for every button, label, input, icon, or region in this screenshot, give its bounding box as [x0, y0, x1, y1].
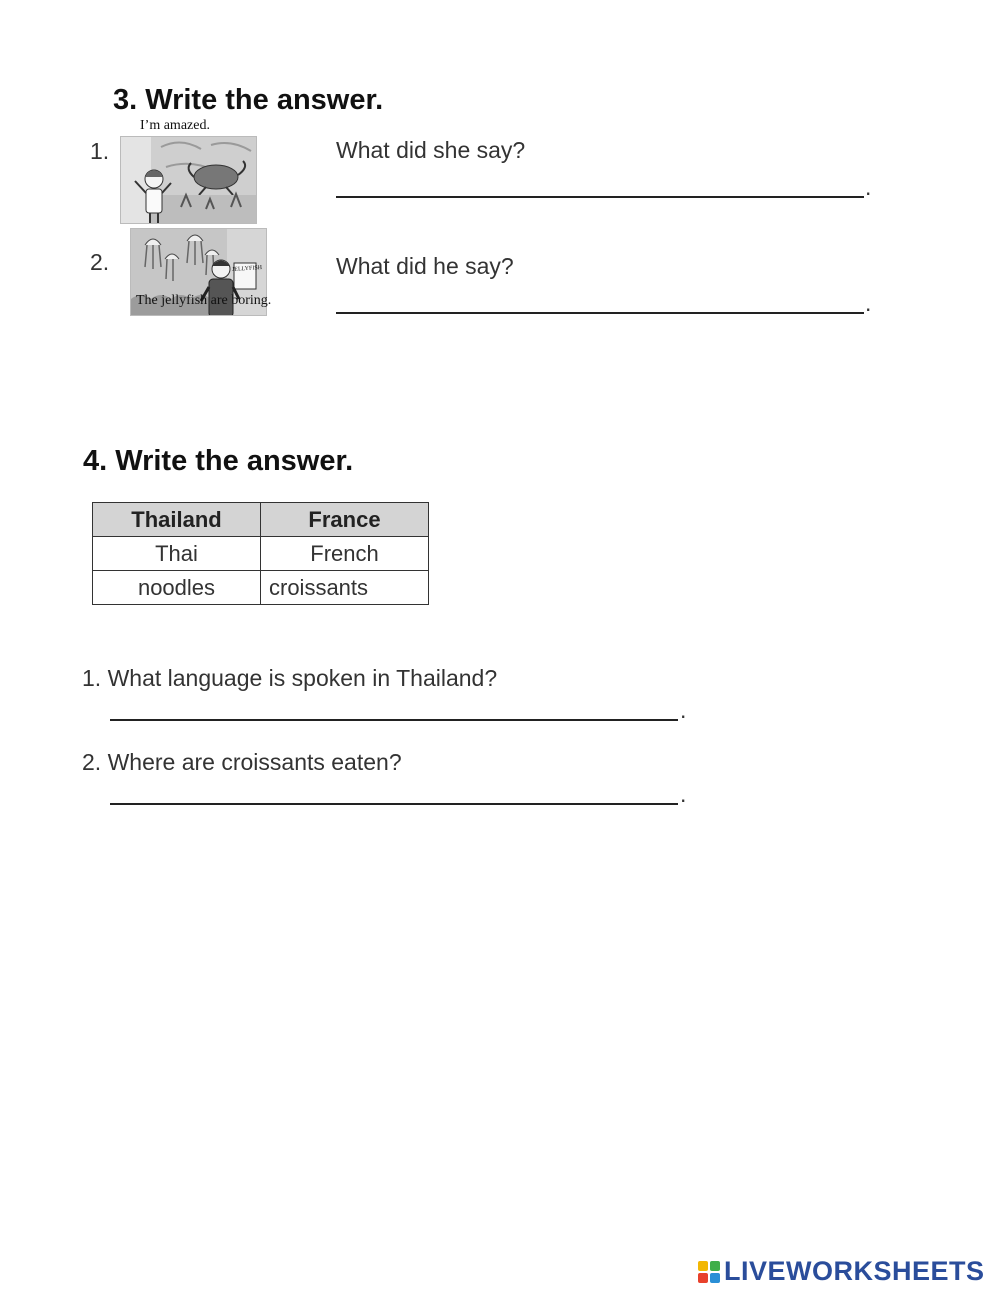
- question-1-answer-line: [110, 693, 678, 721]
- table-cell: French: [261, 537, 429, 571]
- question-1-text: 1. What language is spoken in Thailand?: [82, 665, 498, 691]
- item-1-answer-line: [336, 170, 864, 198]
- item-2-caption: The jellyfish are boring.: [136, 293, 272, 308]
- table-row: [93, 537, 429, 571]
- table-cell: Thai: [93, 537, 261, 571]
- table-header-row: [93, 503, 429, 537]
- aquarium-girl-turtle-image: [120, 136, 257, 224]
- liveworksheets-logo[interactable]: [698, 1256, 985, 1287]
- item-2-answer-line: [336, 286, 864, 314]
- item-2-period: .: [865, 290, 872, 316]
- item-1-number: 1.: [90, 138, 110, 164]
- logo-block-yellow: [698, 1261, 708, 1271]
- item-1-question: What did she say?: [336, 137, 526, 163]
- question-2-period: .: [680, 781, 687, 807]
- item-2-question: What did he say?: [336, 253, 514, 279]
- question-1-answer-input[interactable]: [110, 693, 678, 719]
- question-2-answer-line: [110, 777, 678, 805]
- logo-block-green: [710, 1261, 720, 1271]
- logo-block-blue: [710, 1273, 720, 1283]
- country-table: [92, 502, 429, 605]
- question-1-period: .: [680, 697, 687, 723]
- logo-blocks-icon: [698, 1261, 720, 1283]
- table-cell: noodles: [93, 571, 261, 605]
- item-1-period: .: [865, 174, 872, 200]
- item-2-answer-input[interactable]: [336, 286, 864, 312]
- question-2-answer-input[interactable]: [110, 777, 678, 803]
- table-cell: croissants: [261, 571, 429, 605]
- jellyfish-sign-text: JELLYFISH: [231, 264, 263, 274]
- table-row: [93, 571, 429, 605]
- item-1-caption: I’m amazed.: [140, 118, 210, 133]
- section-3-heading: 3. Write the answer.: [113, 84, 384, 116]
- table-header-cell: France: [261, 503, 429, 537]
- section-4-heading: 4. Write the answer.: [83, 445, 354, 477]
- table-header-cell: Thailand: [93, 503, 261, 537]
- item-2-number: 2.: [90, 249, 110, 275]
- question-2-text: 2. Where are croissants eaten?: [82, 749, 402, 775]
- logo-block-red: [698, 1273, 708, 1283]
- item-1-answer-input[interactable]: [336, 170, 864, 196]
- logo-brand-text: LIVEWORKSHEETS: [724, 1256, 985, 1286]
